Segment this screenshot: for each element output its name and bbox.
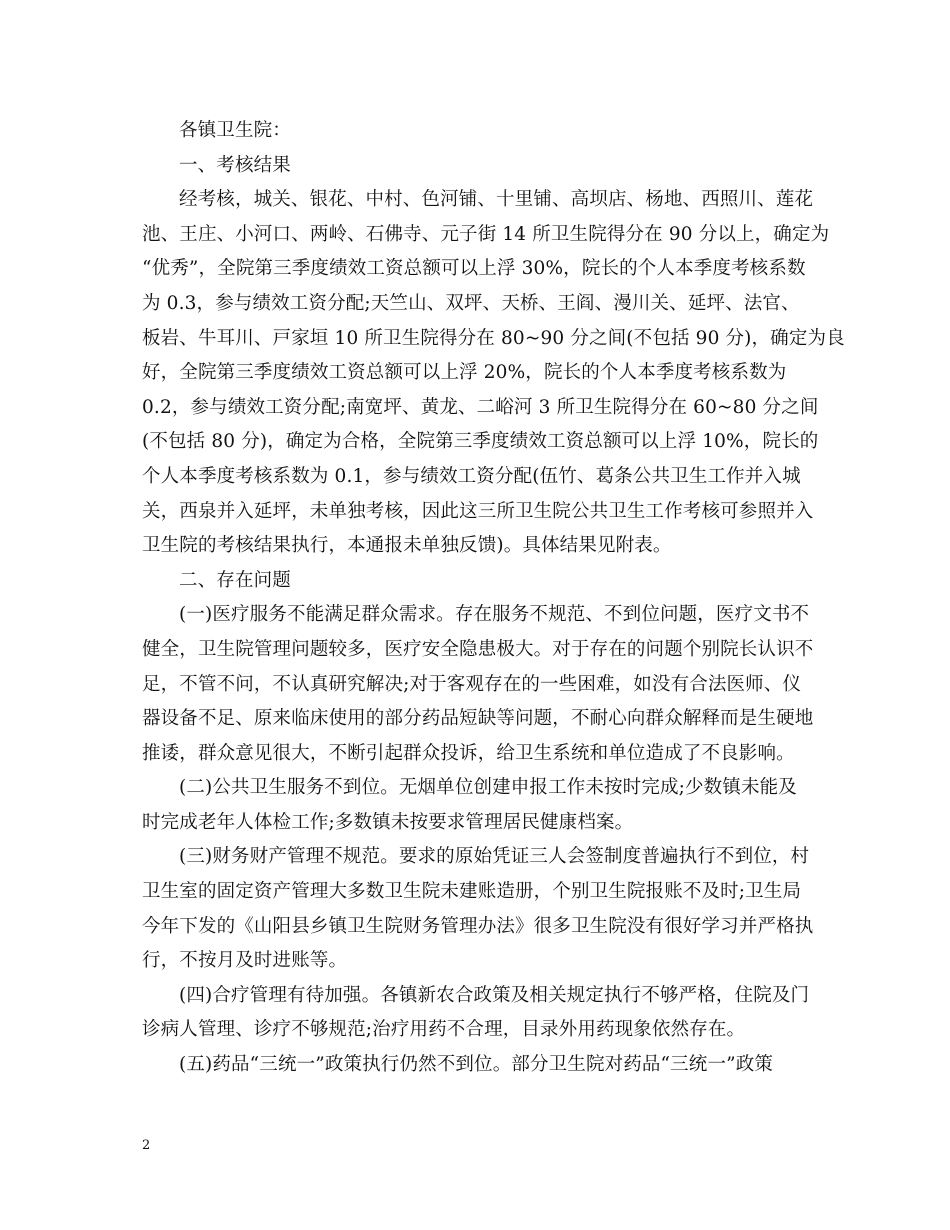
paragraph-line: 经考核，城关、银花、中村、色河铺、十里铺、高坝店、杨地、西照川、莲花	[179, 189, 814, 211]
paragraph-line: (四)合疗管理有待加强。各镇新农合政策及相关规定执行不够严格，住院及门	[179, 984, 810, 1006]
paragraph-line: 行，不按月及时进账等。	[142, 950, 348, 972]
paragraph-line: 卫生室的固定资产管理大多数卫生院未建账造册，个别卫生院报账不及时;卫生局	[142, 881, 802, 903]
paragraph-line: 0.2，参与绩效工资分配;南宽坪、黄龙、二峪河 3 所卫生院得分在 60~80 分之间	[142, 396, 819, 418]
paragraph-line: 器设备不足、原来临床使用的部分药品短缺等问题，不耐心向群众解释而是生硬地	[142, 708, 814, 730]
section-heading-results: 一、考核结果	[179, 154, 291, 176]
document-body	[142, 114, 845, 1083]
paragraph-line: 板岩、牛耳川、戸家垣 10 所卫生院得分在 80~90 分之间(不包括 90 分)，确定为良	[142, 327, 845, 349]
paragraph-line: 关，西泉并入延坪，未单独考核，因此这三所卫生院公共卫生工作考核可参照并入	[142, 500, 814, 522]
paragraph-line: 好，全院第三季度绩效工资总额可以上浮 20%，院长的个人本季度考核系数为	[142, 362, 787, 384]
paragraph-line: (二)公共卫生服务不到位。无烟单位创建申报工作未按时完成;少数镇未能及	[179, 777, 797, 799]
paragraph-line: “优秀”，全院第三季度绩效工资总额可以上浮 30%，院长的个人本季度考核系数	[142, 258, 806, 280]
page-number: 2	[142, 1138, 151, 1153]
paragraph-line: 诊病人管理、诊疗不够规范;治疗用药不合理，目录外用药现象依然存在。	[142, 1019, 746, 1041]
salutation-line: 各镇卫生院：	[179, 120, 291, 141]
paragraph-line: 今年下发的《山阳县乡镇卫生院财务管理办法》很多卫生院没有很好学习并严格执	[142, 915, 814, 937]
paragraph-line: 足，不管不问，不认真研究解决;对于客观存在的一些困难，如没有合法医师、仪	[142, 673, 802, 695]
paragraph-line: 池、王庄、小河口、两岭、石佛寺、元子街 14 所卫生院得分在 90 分以上，确定为	[142, 223, 830, 245]
paragraph-line: (三)财务财产管理不规范。要求的原始凭证三人会签制度普遍执行不到位，村	[179, 846, 810, 868]
paragraph-line: 时完成老年人体检工作;多数镇未按要求管理居民健康档案。	[142, 811, 634, 833]
section-heading-problems: 二、存在问题	[179, 569, 291, 591]
paragraph-line: 个人本季度考核系数为 0.1，参与绩效工资分配(伍竹、葛条公共卫生工作并入城	[142, 465, 801, 487]
paragraph-line: 为 0.3，参与绩效工资分配;天竺山、双坪、天桥、王阎、漫川关、延坪、法官、	[142, 292, 800, 314]
paragraph-line: (不包括 80 分)，确定为合格，全院第三季度绩效工资总额可以上浮 10%，院长的	[142, 431, 819, 453]
paragraph-line: 卫生院的考核结果执行，本通报未单独反馈)。具体结果见附表。	[142, 535, 672, 557]
paragraph-line: 健全，卫生院管理问题较多，医疗安全隐患极大。对于存在的问题个别院长认识不	[142, 638, 814, 660]
paragraph-line: (一)医疗服务不能满足群众需求。存在服务不规范、不到位问题，医疗文书不	[179, 604, 810, 626]
paragraph-line: 推诿，群众意见很大，不断引起群众投诉，给卫生系统和单位造成了不良影响。	[142, 742, 795, 764]
paragraph-line: (五)药品“三统一”政策执行仍然不到位。部分卫生院对药品“三统一”政策	[179, 1054, 774, 1076]
